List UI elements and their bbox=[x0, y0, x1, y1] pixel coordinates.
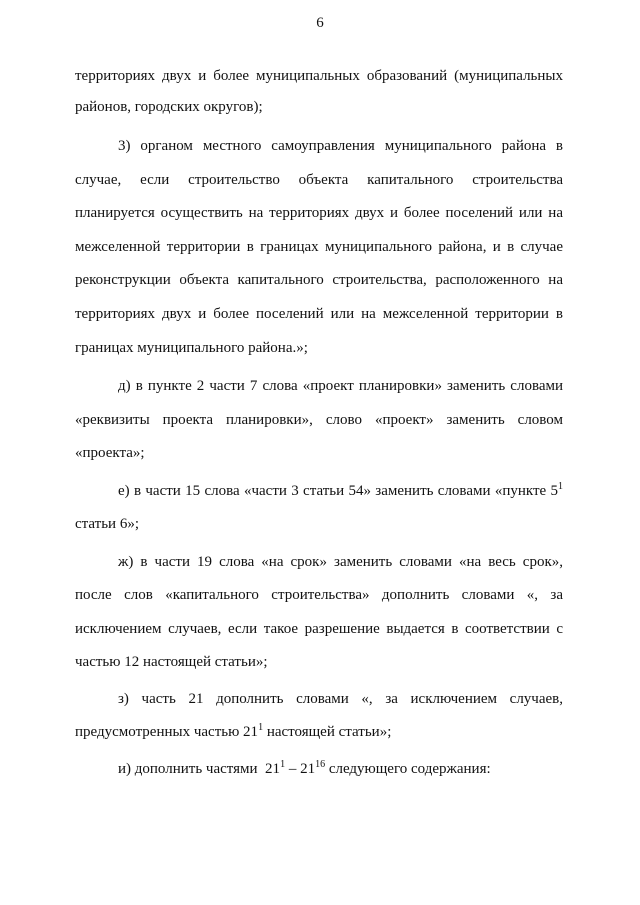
text-line: границах муниципального района.»; bbox=[75, 340, 308, 356]
text-line: реконструкции объекта капитального строительства, расположенного на bbox=[75, 272, 563, 288]
text-line: исключением случаев, если такое разрешение выдается в соответствии с bbox=[75, 621, 563, 637]
superscript: 1 bbox=[258, 722, 264, 733]
text-line: районов, городских округов); bbox=[75, 99, 263, 115]
text-line: «проекта»; bbox=[75, 445, 145, 461]
text-line: «реквизиты проекта планировки», слово «проект» заменить словом bbox=[75, 412, 563, 428]
text-run: и) дополнить частями 21 bbox=[118, 761, 281, 777]
text-line: ж) в части 19 слова «на срок» заменить словами «на весь срок», bbox=[118, 554, 563, 570]
superscript: 1 bbox=[280, 759, 286, 770]
text-line: 3) органом местного самоуправления муниципального района в bbox=[118, 138, 563, 154]
text-line: территориях двух и более поселений или на межселенной территории в bbox=[75, 306, 563, 322]
superscript: 16 bbox=[315, 759, 326, 770]
text-line: после слов «капитального строительства» дополнить словами «, за bbox=[75, 587, 563, 603]
text-line: частью 12 настоящей статьи»; bbox=[75, 654, 268, 670]
superscript: 1 bbox=[558, 481, 563, 492]
text-line: территориях двух и более муниципальных образований (муниципальных bbox=[75, 68, 563, 84]
text-run: – 21 bbox=[285, 761, 316, 777]
text-line: межселенной территории в границах муниципального района, и в случае bbox=[75, 239, 563, 255]
text-line: з) часть 21 дополнить словами «, за исключением случаев, bbox=[118, 691, 563, 707]
text-line bbox=[118, 760, 563, 778]
text-run: е) в части 15 слова «части 3 статьи 54» заменить словами «пункте 5 bbox=[118, 483, 558, 499]
text-run: предусмотренных частью 21 bbox=[75, 724, 259, 740]
text-line: статьи 6»; bbox=[75, 516, 140, 532]
text-line bbox=[118, 482, 563, 500]
text-run: следующего содержания: bbox=[325, 761, 491, 777]
text-line bbox=[75, 723, 563, 741]
text-line: д) в пункте 2 части 7 слова «проект планировки» заменить словами bbox=[118, 378, 563, 394]
text-line: случае, если строительство объекта капитального строительства bbox=[75, 172, 563, 188]
text-line: планируется осуществить на территориях двух и более поселений или на bbox=[75, 205, 563, 221]
text-run: настоящей статьи»; bbox=[263, 724, 392, 740]
page-number: 6 bbox=[316, 15, 324, 31]
